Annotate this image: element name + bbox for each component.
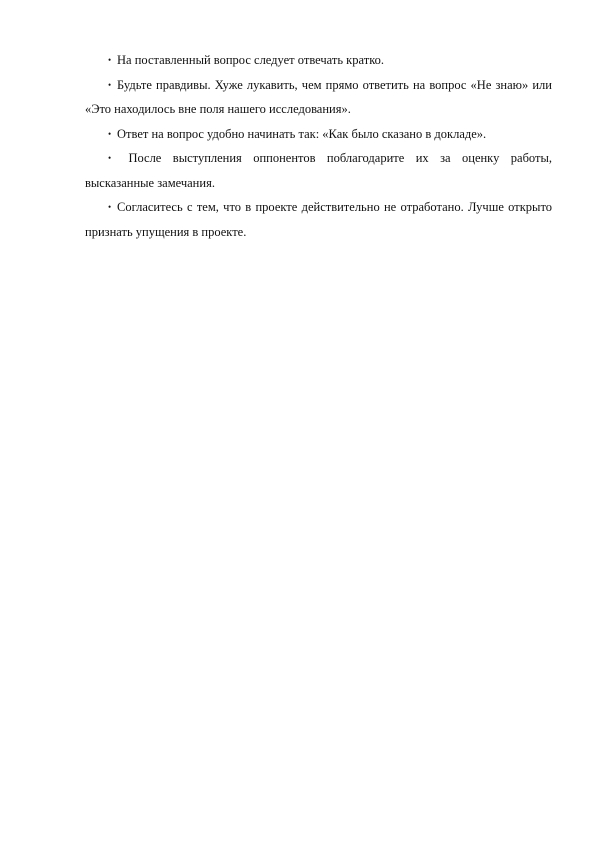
list-item-text: После выступления оппонентов поблагодарите их за оценку работы, высказанные замечания.	[85, 151, 552, 190]
list-item	[85, 48, 552, 73]
bullet-list	[85, 48, 552, 244]
bullet-icon: •	[108, 153, 112, 163]
list-item	[85, 122, 552, 147]
bullet-icon: •	[108, 79, 112, 90]
list-item	[85, 195, 552, 244]
bullet-icon: •	[108, 202, 112, 212]
list-item-text: На поставленный вопрос следует отвечать кратко.	[117, 53, 385, 67]
bullet-icon: •	[108, 128, 112, 139]
list-item	[85, 146, 552, 195]
bullet-icon: •	[108, 55, 112, 65]
list-item-text: Ответ на вопрос удобно начинать так: «Как было сказано в докладе».	[117, 126, 487, 141]
list-item-text: Будьте правдивы. Хуже лукавить, чем прямо ответить на вопрос «Не знаю» или «Это находилось вне поля нашего исследования».	[85, 77, 552, 116]
list-item	[85, 73, 552, 122]
list-item-text: Согласитесь с тем, что в проекте действительно не отработано. Лучше открыто признать упущения в проекте.	[85, 200, 552, 239]
